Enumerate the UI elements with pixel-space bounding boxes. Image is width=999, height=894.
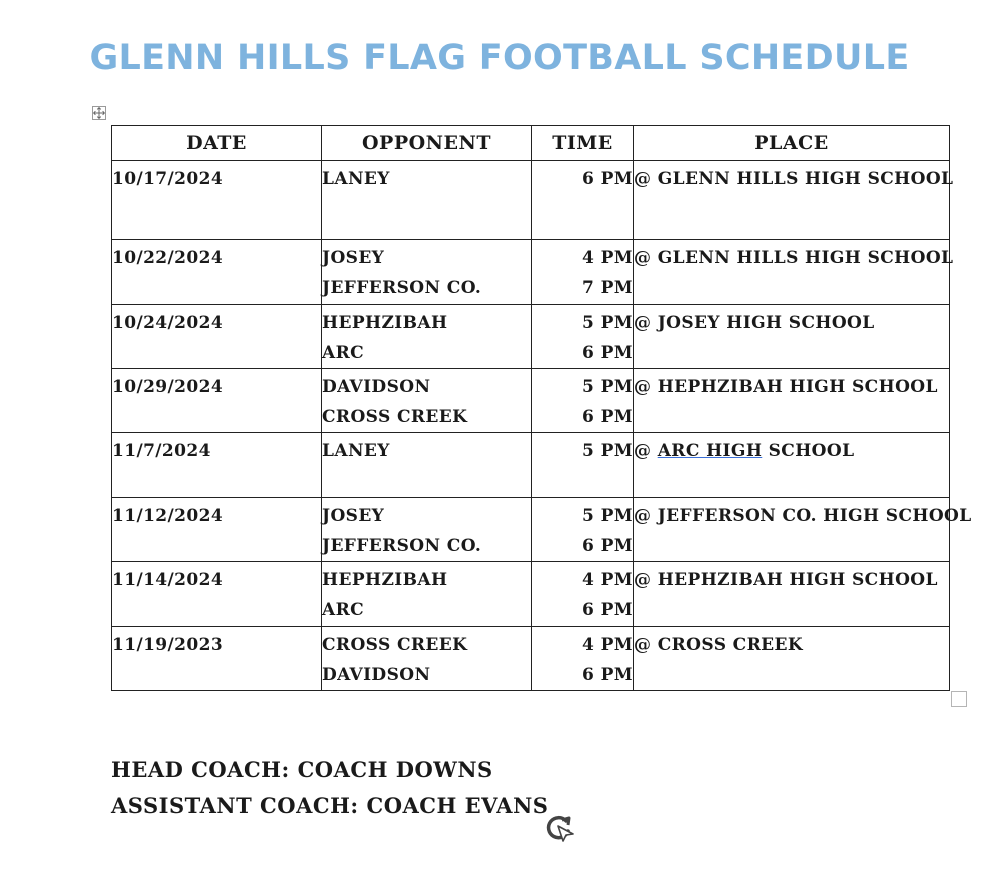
opponent-text: DAVIDSON <box>322 665 431 685</box>
place-text: @ GLENN HILLS HIGH SCHOOL <box>634 248 954 268</box>
date-cell <box>112 240 322 305</box>
time-text: 6 PM <box>582 343 633 363</box>
place-text: @ GLENN HILLS HIGH SCHOOL <box>634 169 954 189</box>
place-suffix: SCHOOL <box>762 441 855 461</box>
opponent-text: DAVIDSON <box>322 377 431 397</box>
opponent-text: CROSS CREEK <box>322 407 468 427</box>
time-cell <box>532 627 634 691</box>
assistant-coach-text: ASSISTANT COACH: COACH EVANS <box>111 793 549 818</box>
place-text <box>634 436 949 466</box>
opponent-text: ARC <box>322 600 365 620</box>
page-title: GLENN HILLS FLAG FOOTBALL SCHEDULE <box>89 38 910 78</box>
time-text: 6 PM <box>582 665 633 685</box>
place-cell <box>634 240 954 305</box>
table-row <box>112 240 950 305</box>
time-cell <box>532 161 634 240</box>
opponent-cell <box>322 562 532 627</box>
time-text: 5 PM <box>582 313 633 333</box>
time-cell <box>532 240 634 305</box>
refresh-icon[interactable] <box>542 812 576 842</box>
date-text: 10/29/2024 <box>112 377 224 397</box>
time-text: 4 PM <box>582 570 633 590</box>
opponent-cell <box>322 498 532 562</box>
place-cell <box>634 498 972 562</box>
opponent-text: JEFFERSON CO. <box>322 536 482 556</box>
opponent-text: HEPHZIBAH <box>322 570 448 590</box>
date-text: 10/17/2024 <box>112 169 224 189</box>
opponent-cell <box>322 240 532 305</box>
date-cell <box>112 562 322 627</box>
header-date: DATE <box>112 126 322 161</box>
table-row <box>112 161 950 240</box>
header-place: PLACE <box>634 126 950 161</box>
opponent-cell <box>322 305 532 369</box>
date-text: 11/7/2024 <box>112 441 211 461</box>
place-text: @ HEPHZIBAH HIGH SCHOOL <box>634 377 938 397</box>
opponent-text: ARC <box>322 343 365 363</box>
opponent-text: JEFFERSON CO. <box>322 278 482 298</box>
place-prefix: @ <box>634 441 658 461</box>
time-cell <box>532 562 634 627</box>
time-text: 5 PM <box>582 506 633 526</box>
time-cell <box>532 498 634 562</box>
date-text: 10/24/2024 <box>112 313 224 333</box>
place-cell <box>634 161 954 240</box>
time-text: 5 PM <box>582 377 633 397</box>
table-row <box>112 433 950 498</box>
date-text: 11/12/2024 <box>112 506 224 526</box>
table-row <box>112 562 950 627</box>
table-row <box>112 498 950 562</box>
spellcheck-underlined-text[interactable]: ARC HIGH <box>657 441 763 461</box>
date-cell <box>112 369 322 433</box>
opponent-cell <box>322 433 532 498</box>
time-text: 6 PM <box>582 536 633 556</box>
table-resize-handle[interactable] <box>951 691 967 707</box>
opponent-text: LANEY <box>322 441 390 461</box>
place-cell <box>634 562 950 627</box>
table-header-row <box>112 126 950 161</box>
time-cell <box>532 369 634 433</box>
header-time: TIME <box>532 126 634 161</box>
table-row <box>112 369 950 433</box>
time-text: 4 PM <box>582 248 633 268</box>
time-cell <box>532 305 634 369</box>
opponent-cell <box>322 627 532 691</box>
opponent-text: LANEY <box>322 169 390 189</box>
place-text: @ JOSEY HIGH SCHOOL <box>634 313 875 333</box>
date-cell <box>112 161 322 240</box>
date-text: 11/14/2024 <box>112 570 224 590</box>
table-move-handle[interactable] <box>92 106 106 120</box>
move-arrows-icon <box>93 107 105 119</box>
head-coach-text: HEAD COACH: COACH DOWNS <box>111 757 493 782</box>
place-cell <box>634 627 950 691</box>
table-row <box>112 305 950 369</box>
time-text: 6 PM <box>582 407 633 427</box>
date-cell <box>112 433 322 498</box>
coach-info <box>111 752 548 824</box>
place-text: @ JEFFERSON CO. HIGH SCHOOL <box>634 506 972 526</box>
opponent-text: CROSS CREEK <box>322 635 468 655</box>
place-text: @ HEPHZIBAH HIGH SCHOOL <box>634 570 938 590</box>
opponent-cell <box>322 369 532 433</box>
date-text: 10/22/2024 <box>112 248 224 268</box>
opponent-text: JOSEY <box>322 506 385 526</box>
time-text: 6 PM <box>582 600 633 620</box>
date-cell <box>112 498 322 562</box>
date-cell <box>112 305 322 369</box>
place-cell <box>634 433 950 498</box>
opponent-text: JOSEY <box>322 248 385 268</box>
table-row <box>112 627 950 691</box>
time-text: 4 PM <box>582 635 633 655</box>
schedule-table <box>111 125 972 691</box>
place-text: @ CROSS CREEK <box>634 635 804 655</box>
date-text: 11/19/2023 <box>112 635 224 655</box>
date-cell <box>112 627 322 691</box>
time-text: 7 PM <box>582 278 633 298</box>
time-cell <box>532 433 634 498</box>
opponent-text: HEPHZIBAH <box>322 313 448 333</box>
header-opponent: OPPONENT <box>322 126 532 161</box>
time-text: 6 PM <box>582 169 633 189</box>
place-cell <box>634 369 950 433</box>
opponent-cell <box>322 161 532 240</box>
place-cell <box>634 305 950 369</box>
time-text: 5 PM <box>582 441 633 461</box>
